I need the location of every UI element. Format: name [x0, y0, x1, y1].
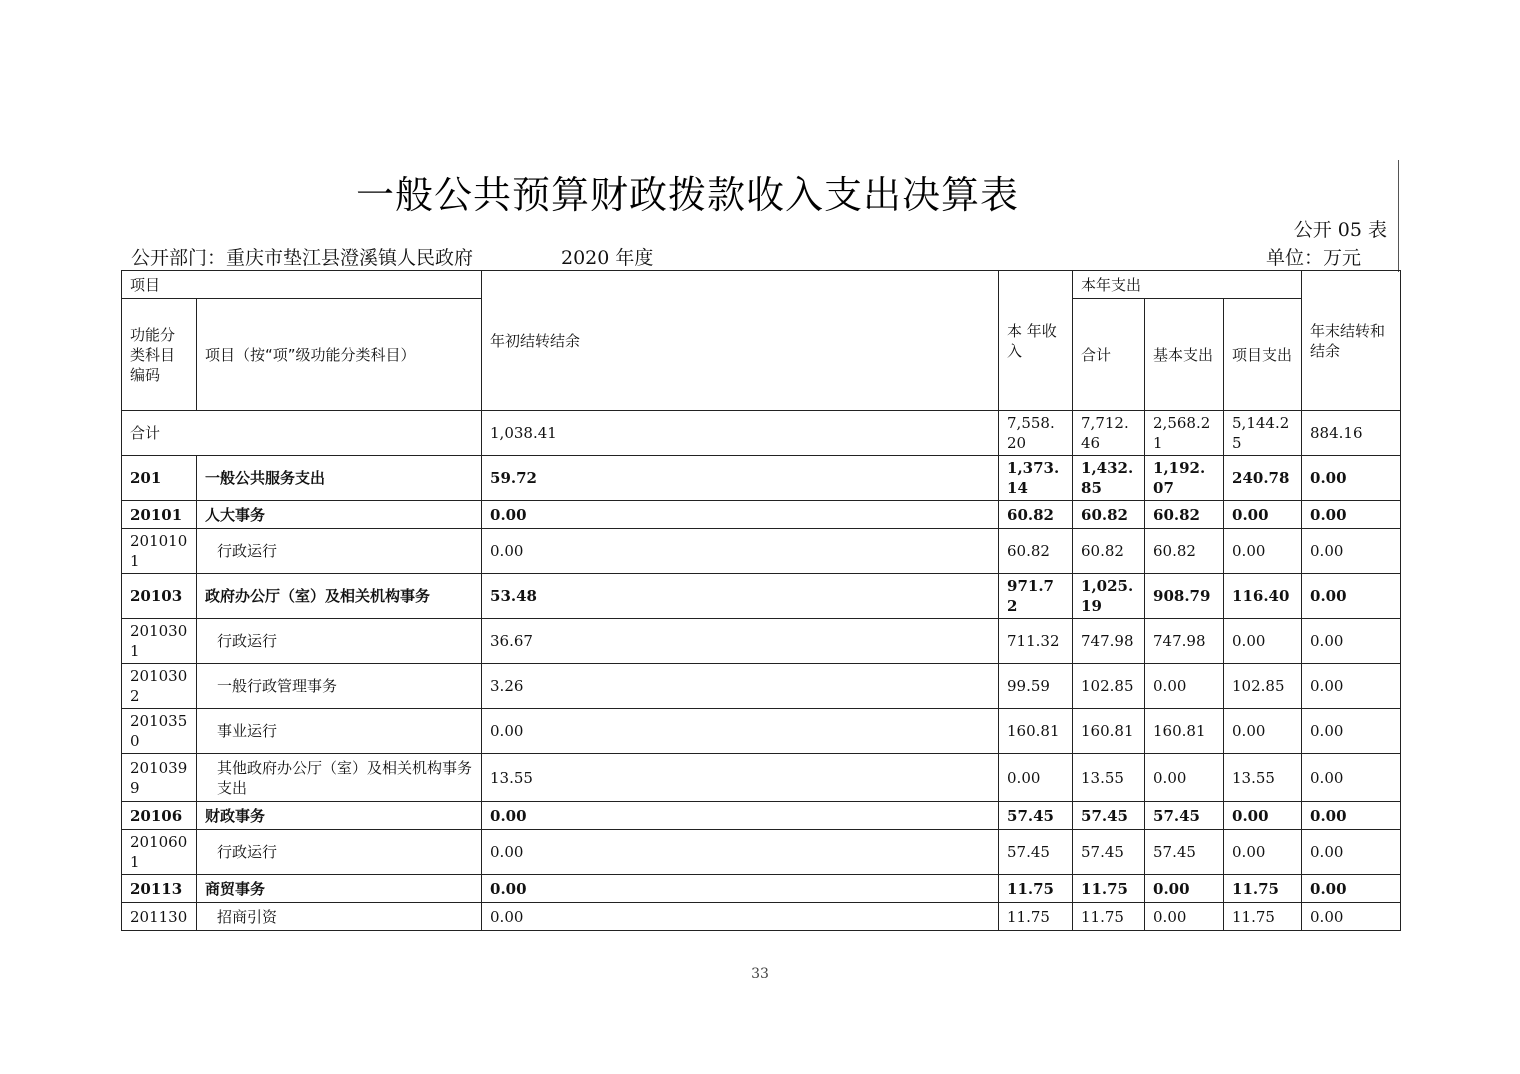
cell-name: 政府办公厅（室）及相关机构事务: [197, 574, 482, 619]
cell-code: 2010301: [122, 619, 197, 664]
header-code: 功能分类科目编码: [122, 299, 197, 411]
cell-item: 0.00: [1224, 830, 1302, 875]
cell-name: 事业运行: [197, 709, 482, 754]
cell-code: 2010601: [122, 830, 197, 875]
cell-code: 201: [122, 456, 197, 501]
cell-name: 人大事务: [197, 501, 482, 529]
cell-item: 0.00: [1224, 619, 1302, 664]
cell-income: 99.59: [999, 664, 1073, 709]
cell-basic: 0.00: [1145, 664, 1224, 709]
cell-closing: 0.00: [1302, 574, 1401, 619]
cell-code: 2010350: [122, 709, 197, 754]
budget-table: [121, 270, 1401, 931]
cell-total: 102.85: [1073, 664, 1145, 709]
cell-name: 财政事务: [197, 802, 482, 830]
cell-income: 1,373.14: [999, 456, 1073, 501]
cell-basic: 60.82: [1145, 529, 1224, 574]
cell-basic: 60.82: [1145, 501, 1224, 529]
department-label: 公开部门：重庆市垫江县澄溪镇人民政府: [131, 247, 474, 269]
cell-basic: 0.00: [1145, 754, 1224, 802]
cell-item: 102.85: [1224, 664, 1302, 709]
table-row: [122, 875, 1401, 903]
cell-closing: 0.00: [1302, 903, 1401, 931]
cell-closing: 0.00: [1302, 619, 1401, 664]
cell-basic: 57.45: [1145, 830, 1224, 875]
header-expense-group: 本年支出: [1073, 271, 1302, 299]
unit-label: 单位：万元: [1265, 247, 1361, 269]
cell-total: 11.75: [1073, 903, 1145, 931]
cell-opening: 0.00: [482, 802, 999, 830]
cell-total: 1,432.85: [1073, 456, 1145, 501]
cell-name: 行政运行: [197, 619, 482, 664]
fiscal-year: 2020 年度: [561, 247, 654, 269]
cell-code: 2010302: [122, 664, 197, 709]
cell-code: 20101: [122, 501, 197, 529]
cell-income: 60.82: [999, 529, 1073, 574]
cell-closing: 0.00: [1302, 802, 1401, 830]
header-expense-total: 合计: [1073, 299, 1145, 411]
total-row: [122, 411, 1401, 456]
cell-opening: 0.00: [482, 830, 999, 875]
header-opening-balance: 年初结转结余: [482, 271, 999, 411]
cell-closing: 0.00: [1302, 754, 1401, 802]
header-name: 项目（按“项”级功能分类科目）: [197, 299, 482, 411]
cell-total: 60.82: [1073, 529, 1145, 574]
cell-basic: 0.00: [1145, 875, 1224, 903]
cell-basic: 747.98: [1145, 619, 1224, 664]
cell-name: 一般公共服务支出: [197, 456, 482, 501]
table-row: [122, 574, 1401, 619]
table-row: [122, 664, 1401, 709]
cell-item: 11.75: [1224, 903, 1302, 931]
cell-opening: 0.00: [482, 529, 999, 574]
cell-item: 13.55: [1224, 754, 1302, 802]
cell-income: 711.32: [999, 619, 1073, 664]
cell-item: 11.75: [1224, 875, 1302, 903]
table-row: [122, 456, 1401, 501]
margin-rule: [1398, 160, 1399, 272]
cell-income: 0.00: [999, 754, 1073, 802]
cell-item: 0.00: [1224, 501, 1302, 529]
cell-name: 其他政府办公厅（室）及相关机构事务支出: [197, 754, 482, 802]
header-income: 本 年收入: [999, 271, 1073, 411]
cell-item: 0.00: [1224, 802, 1302, 830]
cell-basic: 1,192.07: [1145, 456, 1224, 501]
cell-closing: 0.00: [1302, 456, 1401, 501]
total-income: 7,558.20: [999, 411, 1073, 456]
cell-opening: 0.00: [482, 501, 999, 529]
cell-opening: 13.55: [482, 754, 999, 802]
cell-name: 行政运行: [197, 830, 482, 875]
cell-basic: 160.81: [1145, 709, 1224, 754]
cell-code: 20113: [122, 875, 197, 903]
table-row: [122, 802, 1401, 830]
cell-income: 11.75: [999, 903, 1073, 931]
cell-closing: 0.00: [1302, 501, 1401, 529]
table-row: [122, 754, 1401, 802]
cell-total: 60.82: [1073, 501, 1145, 529]
cell-total: 57.45: [1073, 802, 1145, 830]
cell-closing: 0.00: [1302, 830, 1401, 875]
cell-total: 13.55: [1073, 754, 1145, 802]
table-row: [122, 501, 1401, 529]
total-label: 合计: [122, 411, 482, 456]
cell-name: 招商引资: [197, 903, 482, 931]
cell-opening: 59.72: [482, 456, 999, 501]
cell-item: 116.40: [1224, 574, 1302, 619]
table-row: [122, 709, 1401, 754]
table-row: [122, 529, 1401, 574]
header-basic-expense: 基本支出: [1145, 299, 1224, 411]
table-header: [122, 271, 1401, 411]
total-opening: 1,038.41: [482, 411, 999, 456]
total-item: 5,144.25: [1224, 411, 1302, 456]
cell-item: 0.00: [1224, 709, 1302, 754]
cell-code: 2010399: [122, 754, 197, 802]
cell-name: 商贸事务: [197, 875, 482, 903]
cell-name: 一般行政管理事务: [197, 664, 482, 709]
cell-income: 57.45: [999, 830, 1073, 875]
table-row: [122, 903, 1401, 931]
cell-code: 20103: [122, 574, 197, 619]
table-row: [122, 619, 1401, 664]
header-project: 项目: [122, 271, 482, 299]
table-number: 公开 05 表: [1293, 219, 1387, 241]
cell-closing: 0.00: [1302, 529, 1401, 574]
cell-income: 60.82: [999, 501, 1073, 529]
cell-code: 201130: [122, 903, 197, 931]
cell-income: 971.72: [999, 574, 1073, 619]
cell-opening: 53.48: [482, 574, 999, 619]
header-closing-balance: 年末结转和结余: [1302, 271, 1401, 411]
cell-opening: 3.26: [482, 664, 999, 709]
cell-total: 11.75: [1073, 875, 1145, 903]
cell-total: 160.81: [1073, 709, 1145, 754]
cell-basic: 0.00: [1145, 903, 1224, 931]
cell-closing: 0.00: [1302, 875, 1401, 903]
total-basic: 2,568.21: [1145, 411, 1224, 456]
cell-opening: 0.00: [482, 709, 999, 754]
cell-total: 747.98: [1073, 619, 1145, 664]
cell-code: 20106: [122, 802, 197, 830]
document-title: 一般公共预算财政拨款收入支出决算表: [356, 173, 1020, 217]
cell-opening: 0.00: [482, 903, 999, 931]
cell-basic: 908.79: [1145, 574, 1224, 619]
cell-total: 57.45: [1073, 830, 1145, 875]
cell-income: 57.45: [999, 802, 1073, 830]
cell-basic: 57.45: [1145, 802, 1224, 830]
cell-opening: 0.00: [482, 875, 999, 903]
cell-income: 160.81: [999, 709, 1073, 754]
cell-item: 240.78: [1224, 456, 1302, 501]
cell-item: 0.00: [1224, 529, 1302, 574]
cell-code: 2010101: [122, 529, 197, 574]
cell-opening: 36.67: [482, 619, 999, 664]
cell-total: 1,025.19: [1073, 574, 1145, 619]
cell-closing: 0.00: [1302, 709, 1401, 754]
cell-income: 11.75: [999, 875, 1073, 903]
table-row: [122, 830, 1401, 875]
total-row-group: [122, 411, 1401, 456]
page-number: 33: [751, 966, 769, 982]
header-project-expense: 项目支出: [1224, 299, 1302, 411]
total-expense: 7,712.46: [1073, 411, 1145, 456]
cell-name: 行政运行: [197, 529, 482, 574]
table-body: [122, 456, 1401, 931]
total-closing: 884.16: [1302, 411, 1401, 456]
cell-closing: 0.00: [1302, 664, 1401, 709]
